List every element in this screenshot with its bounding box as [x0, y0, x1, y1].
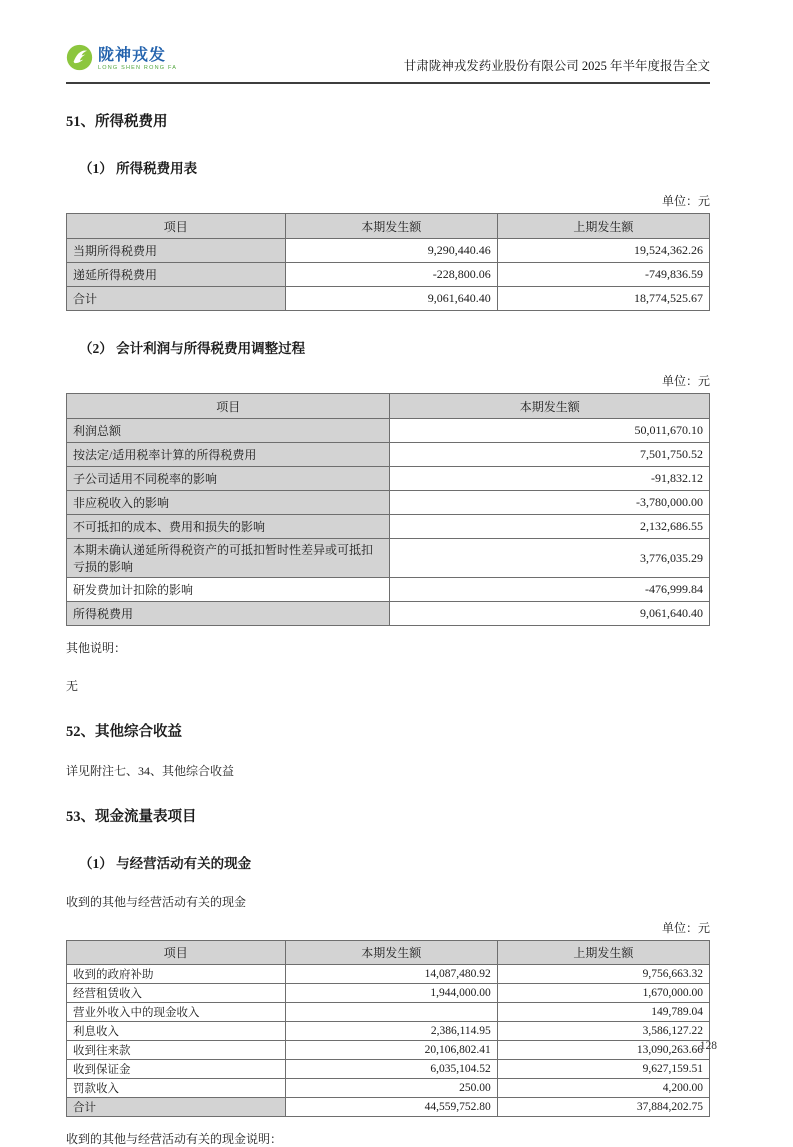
col-header-item: 项目	[67, 394, 390, 419]
prior-cell: 149,789.04	[497, 1003, 709, 1022]
brand-logo-icon	[66, 44, 93, 76]
current-cell: 44,559,752.80	[285, 1098, 497, 1117]
item-cell: 经营租赁收入	[67, 984, 286, 1003]
current-cell: -91,832.12	[390, 467, 710, 491]
current-cell: 9,061,640.40	[285, 287, 497, 311]
item-cell: 利润总额	[67, 419, 390, 443]
item-cell: 不可抵扣的成本、费用和损失的影响	[67, 515, 390, 539]
page-number: 128	[699, 1040, 717, 1052]
section-51-1-title: （1） 所得税费用表	[79, 161, 198, 176]
item-cell: 非应税收入的影响	[67, 491, 390, 515]
section-53-1-title: （1） 与经营活动有关的现金	[79, 856, 252, 871]
unit-label: 单位：元	[661, 194, 710, 208]
col-header-item: 项目	[67, 941, 286, 965]
doc-title: 甘肃陇神戎发药业股份有限公司 2025 年半年度报告全文	[403, 59, 710, 73]
col-header-current: 本期发生额	[285, 214, 497, 239]
table-row	[67, 965, 710, 984]
brand-subtitle: LONG SHEN RONG FA	[98, 65, 178, 72]
item-cell: 当期所得税费用	[67, 239, 286, 263]
income-tax-table	[66, 213, 710, 311]
current-cell: 6,035,104.52	[285, 1060, 497, 1079]
table-row-total	[67, 1098, 710, 1117]
item-cell: 利息收入	[67, 1022, 286, 1041]
item-cell: 子公司适用不同税率的影响	[67, 467, 390, 491]
table-row	[67, 984, 710, 1003]
cash-table-caption: 收到的其他与经营活动有关的现金	[66, 895, 247, 909]
current-cell: -228,800.06	[285, 263, 497, 287]
current-cell: 250.00	[285, 1079, 497, 1098]
table-header-row	[67, 941, 710, 965]
item-cell: 收到保证金	[67, 1060, 286, 1079]
section-51-title: 51、所得税费用	[66, 114, 168, 130]
table-row	[67, 263, 710, 287]
item-cell: 本期未确认递延所得税资产的可抵扣暂时性差异或可抵扣亏损的影响	[67, 539, 390, 578]
current-cell: 9,290,440.46	[285, 239, 497, 263]
cash-table	[66, 940, 710, 1117]
col-header-item: 项目	[67, 214, 286, 239]
prior-cell: 13,090,263.66	[497, 1041, 709, 1060]
section-51-2-title: （2） 会计利润与所得税费用调整过程	[79, 341, 306, 356]
item-cell: 递延所得税费用	[67, 263, 286, 287]
item-cell: 罚款收入	[67, 1079, 286, 1098]
brand-logo	[66, 44, 177, 76]
current-cell: 3,776,035.29	[390, 539, 710, 578]
item-cell: 营业外收入中的现金收入	[67, 1003, 286, 1022]
current-cell: 14,087,480.92	[285, 965, 497, 984]
table-row	[67, 1079, 710, 1098]
current-cell: 20,106,802.41	[285, 1041, 497, 1060]
item-cell: 研发费加计扣除的影响	[67, 578, 390, 602]
col-header-current: 本期发生额	[285, 941, 497, 965]
prior-cell: 9,756,663.32	[497, 965, 709, 984]
prior-cell: 1,670,000.00	[497, 984, 709, 1003]
table-row	[67, 1003, 710, 1022]
brand-text	[98, 48, 177, 72]
current-cell: -476,999.84	[390, 578, 710, 602]
section-53-title: 53、现金流量表项目	[66, 809, 197, 825]
table-row	[67, 602, 710, 626]
prior-cell: 3,586,127.22	[497, 1022, 709, 1041]
prior-cell: 9,627,159.51	[497, 1060, 709, 1079]
unit-label: 单位：元	[661, 374, 710, 388]
item-cell: 合计	[67, 1098, 286, 1117]
table-row	[67, 578, 710, 602]
current-cell	[285, 1003, 497, 1022]
table-row	[67, 1060, 710, 1079]
table-row	[67, 443, 710, 467]
table-row	[67, 515, 710, 539]
current-cell: -3,780,000.00	[390, 491, 710, 515]
prior-cell: -749,836.59	[497, 263, 709, 287]
section-52-note: 详见附注七、34、其他综合收益	[66, 764, 235, 778]
table-row	[67, 1022, 710, 1041]
cash-table-note: 收到的其他与经营活动有关的现金说明：	[66, 1132, 283, 1146]
current-cell: 2,386,114.95	[285, 1022, 497, 1041]
table-row-total	[67, 287, 710, 311]
current-cell: 9,061,640.40	[390, 602, 710, 626]
current-cell: 2,132,686.55	[390, 515, 710, 539]
doc-header	[66, 44, 710, 84]
current-cell: 1,944,000.00	[285, 984, 497, 1003]
table-row	[67, 239, 710, 263]
col-header-prior: 上期发生额	[497, 941, 709, 965]
prior-cell: 4,200.00	[497, 1079, 709, 1098]
item-cell: 按法定/适用税率计算的所得税费用	[67, 443, 390, 467]
item-cell: 收到往来款	[67, 1041, 286, 1060]
table-row	[67, 1041, 710, 1060]
table-row	[67, 539, 710, 578]
prior-cell: 19,524,362.26	[497, 239, 709, 263]
item-cell: 收到的政府补助	[67, 965, 286, 984]
col-header-prior: 上期发生额	[497, 214, 709, 239]
col-header-current: 本期发生额	[390, 394, 710, 419]
brand-name: 陇神戎发	[98, 47, 167, 65]
table-header-row	[67, 394, 710, 419]
item-cell: 合计	[67, 287, 286, 311]
adjustment-table	[66, 393, 710, 626]
section-52-title: 52、其他综合收益	[66, 724, 182, 740]
table-row	[67, 467, 710, 491]
other-note-label: 其他说明：	[66, 641, 127, 655]
current-cell: 50,011,670.10	[390, 419, 710, 443]
table-header-row	[67, 214, 710, 239]
other-note-value: 无	[66, 679, 79, 693]
prior-cell: 18,774,525.67	[497, 287, 709, 311]
unit-label: 单位：元	[661, 921, 710, 935]
current-cell: 7,501,750.52	[390, 443, 710, 467]
table-row	[67, 419, 710, 443]
item-cell: 所得税费用	[67, 602, 390, 626]
table-row	[67, 491, 710, 515]
prior-cell: 37,884,202.75	[497, 1098, 709, 1117]
